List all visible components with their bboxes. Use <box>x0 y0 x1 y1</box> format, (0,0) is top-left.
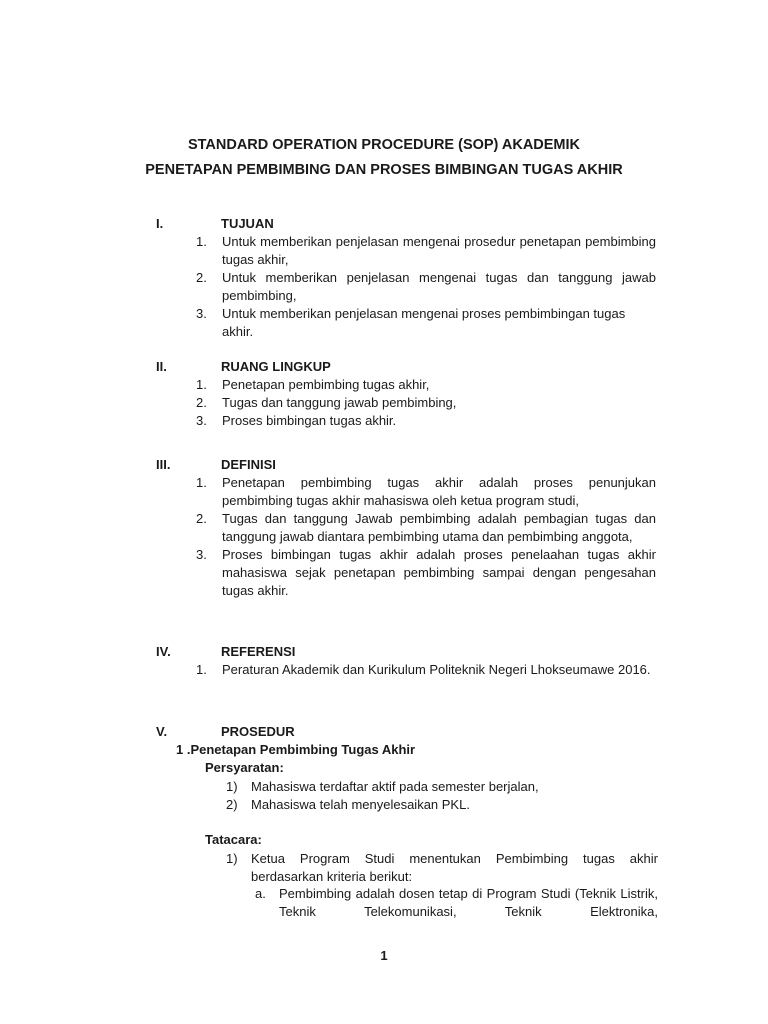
criteria-item <box>255 885 658 921</box>
section-list <box>156 661 656 679</box>
section-number: I. <box>156 216 164 231</box>
list-item-text: Mahasiswa terdaftar aktif pada semester berjalan, <box>251 779 539 794</box>
prosedur-subheading: 1 .Penetapan Pembimbing Tugas Akhir <box>176 742 416 757</box>
list-item-text: Tugas dan tanggung Jawab pembimbing adalah pembagian tugas dan tanggung jawab diantara pembimbing utama dan pembimbing anggota, <box>222 511 656 544</box>
list-item-text: Ketua Program Studi menentukan Pembimbing tugas akhir berdasarkan kriteria berikut: <box>251 851 658 884</box>
list-item <box>156 233 656 269</box>
list-item-text: Untuk memberikan penjelasan mengenai tugas dan tanggung jawab pembimbing, <box>222 270 656 303</box>
list-item-text: Pembimbing adalah dosen tetap di Program Studi (Teknik Listrik, Teknik Telekomunikasi, Teknik Elektronika, <box>279 886 658 919</box>
list-item-text: Peraturan Akademik dan Kurikulum Politeknik Negeri Lhokseumawe 2016. <box>222 662 651 677</box>
list-item-text: Tugas dan tanggung jawab pembimbing, <box>222 395 457 410</box>
list-item-number: 1) <box>226 779 238 794</box>
list-item <box>156 474 656 510</box>
list-item-number: 1. <box>196 234 207 249</box>
section-referensi <box>156 643 656 679</box>
section-title: REFERENSI <box>221 644 296 659</box>
section-heading <box>156 215 656 233</box>
section-title: PROSEDUR <box>221 724 295 739</box>
section-tujuan <box>156 215 656 341</box>
list-item-number: 2. <box>196 270 207 285</box>
list-item-text: Penetapan pembimbing tugas akhir, <box>222 377 430 392</box>
section-heading <box>156 723 656 741</box>
list-item-text: Proses bimbingan tugas akhir adalah proses penelaahan tugas akhir mahasiswa sejak penetapan pembimbing sampai dengan pengesahan tugas akhir. <box>222 547 656 598</box>
section-number: II. <box>156 359 167 374</box>
document-title-line-1: STANDARD OPERATION PROCEDURE (SOP) AKADEMIK <box>187 137 581 153</box>
section-definisi <box>156 456 656 600</box>
section-title: DEFINISI <box>221 457 276 472</box>
persyaratan-item <box>226 796 470 814</box>
list-item-text: Penetapan pembimbing tugas akhir adalah proses penunjukan pembimbing tugas akhir mahasiswa oleh ketua program studi, <box>222 475 656 508</box>
list-item-number: 2. <box>196 511 207 526</box>
list-item-number: 3. <box>196 306 207 321</box>
tatacara-item <box>226 850 658 886</box>
list-item-number: 2) <box>226 797 238 812</box>
section-list <box>156 474 656 600</box>
list-item-number: 1. <box>196 377 207 392</box>
section-list <box>156 233 656 341</box>
section-heading <box>156 358 656 376</box>
list-item <box>156 510 656 546</box>
list-item-number: 2. <box>196 395 207 410</box>
list-item-number: 3. <box>196 547 207 562</box>
list-item-number: a. <box>255 886 266 901</box>
list-item-number: 1. <box>196 662 207 677</box>
tatacara-label: Tatacara: <box>205 832 262 847</box>
document-title-line-2: PENETAPAN PEMBIMBING DAN PROSES BIMBINGAN TUGAS AKHIR <box>145 162 623 178</box>
page-number: 1 <box>380 948 388 963</box>
section-number: V. <box>156 724 168 739</box>
persyaratan-item <box>226 778 539 796</box>
list-item-text: Mahasiswa telah menyelesaikan PKL. <box>251 797 470 812</box>
list-item-text: Proses bimbingan tugas akhir. <box>222 413 397 428</box>
section-prosedur <box>156 723 656 741</box>
section-ruang-lingkup <box>156 358 656 430</box>
section-heading <box>156 456 656 474</box>
persyaratan-label: Persyaratan: <box>205 760 284 775</box>
section-number: IV. <box>156 644 171 659</box>
section-heading <box>156 643 656 661</box>
section-number: III. <box>156 457 171 472</box>
list-item <box>156 305 656 341</box>
section-title: TUJUAN <box>221 216 274 231</box>
list-item <box>156 661 656 679</box>
section-list <box>156 376 656 430</box>
list-item-text: Untuk memberikan penjelasan mengenai prosedur penetapan pembimbing tugas akhir, <box>222 234 656 267</box>
list-item <box>156 394 656 412</box>
list-item <box>156 412 656 430</box>
list-item <box>156 546 656 600</box>
list-item-text: Untuk memberikan penjelasan mengenai proses pembimbingan tugas akhir. <box>222 306 626 339</box>
list-item-number: 1) <box>226 851 238 866</box>
list-item <box>156 376 656 394</box>
list-item-number: 1. <box>196 475 207 490</box>
list-item-number: 3. <box>196 413 207 428</box>
section-title: RUANG LINGKUP <box>221 359 331 374</box>
list-item <box>156 269 656 305</box>
